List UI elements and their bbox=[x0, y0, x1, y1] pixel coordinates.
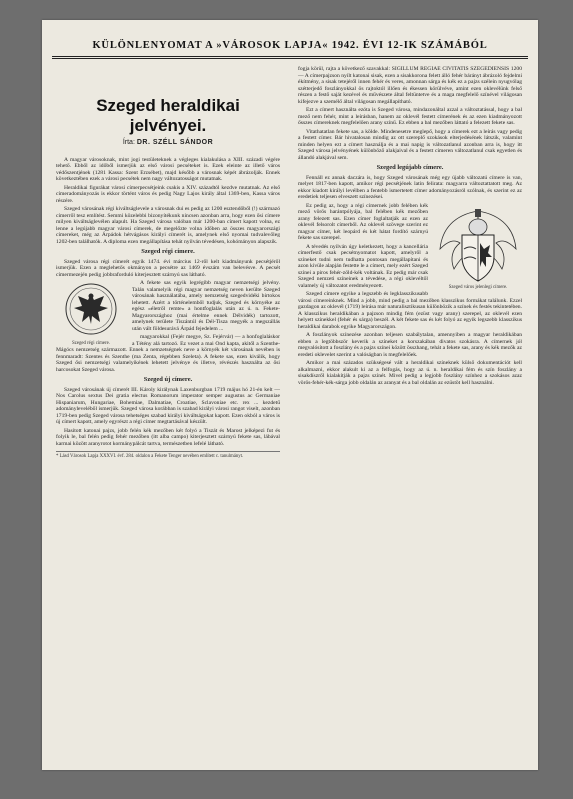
document-page bbox=[42, 20, 538, 770]
section-heading: Szeged legújabb címere. bbox=[376, 164, 444, 171]
section-heading: Szeged új címere. bbox=[143, 376, 193, 383]
header-rule bbox=[52, 56, 528, 57]
article-author bbox=[56, 140, 280, 147]
figure-caption: Szeged régi címere. bbox=[72, 340, 110, 346]
paragraph: Szeged városának új címerét III. Károly királynak Laxenburgban 1719 május hó 21-én kelt — Nos Carolus sextus Dei gratia electus Romanorum imperator semper augustus ac Germaniae Hispaniarum, Hungariae, Bohemiae, Dalmatiae, Croatiae, Sclavoniae etc. rex ... kezdetű adományleveléből ismerjük. Szeged városa korábban is szabad királyi városi rangot viselt, azonban 1719-ben pedig Szeged városa tehetséges szabad királyi kiváltságokat kapott. Ezen okból a város is új címert kapott, amely egyrészt a régi címer megtartásával készült. bbox=[56, 386, 280, 425]
author-name: DR. SZÉLL SÁNDOR bbox=[136, 139, 214, 146]
coat-of-arms-icon bbox=[434, 205, 522, 283]
paragraph: Szeged városa régi címerét egyik 1474. évi március 12-ről kelt kiadmányunk pecsétjéről ismerjük. Ezen a meglehetős okmányon a pecsétre az 1469 évszám van belevésve. A pecsét címermezején pedig jobbraforduló kiterjesztett szárnyú sas látható. bbox=[56, 258, 280, 278]
header-rule-double bbox=[52, 58, 528, 59]
paragraph: Szeged címere egyike a legszebb és legklasszikusabb városi címereinknek. Mind a jobb, mind pedig a bal mezőben klasszikus formákat találunk. Ezzel gazdagon az oklevél (1719) leírása már naturalisztikusan különbözik a színek és festés tekintetében. A klasszikus heraldikában a pajzson mindig fém (ezüst vagy arany) szerepel, az oklevél ezen helyett színekkel (fehér és sárga) beszél. A két fekete sas és két folyó az egyik legszebb klasszikus heraldikai darabok egyike Magyarországon. bbox=[298, 291, 522, 330]
author-prefix: Írta: bbox=[122, 139, 135, 146]
right-column bbox=[298, 66, 522, 388]
paragraph: A foszlányok színezése azonban teljesen szabálytalan, amennyiben a magyar heraldikában ebben a legtöbbször keverik a színeket a korszakában divatos szokásra. A címernek jól megvalósított a foszlány és a pajzs színei között összhang, tehát a fekete sas, arany és kék mezők az eredeti oklevelet szerint a valóságban is megfelelőek. bbox=[298, 332, 522, 358]
offprint-header: KÜLÖNLENYOMAT A »VÁROSOK LAPJA« 1942. ÉVI 12-IK SZÁMÁBÓL bbox=[92, 40, 488, 51]
footnote: * Lásd Városok Lapja XXXVI. évf. 284. oldalon a Fekete Tenger nevében említett c. tanulmányt. bbox=[56, 451, 280, 461]
paragraph: fogja körül, rajta a következő szavakkal: SIGILLUM REGIAE CIVITATIS SZEGEDIENSIS 1200 — A címerpajzson nyílt katonai sisak, ezen a sisakkorona felett álló fehér bárányt ábrázoló fejdelmi ékítmény, a sisak tetejéről innen fehér és veres, amonnan sárga és kék ez a pajzs szélein nyugvólag szétterjedő foszlányokkal ös rajtoktól illően és ékessen körülvéve, amint ezen oklevélünk felső részen a festő saját kezével és művészete által feltüntetve és a maga megfelelő színével világosan kifejezve a személő által világosan megállapítható. bbox=[298, 66, 522, 105]
paragraph: Hasított katonai pajzs, jobb felén kék mezőben két folyó a Tiszát és Marost jelképezi fut és folyik le, bal felén pedig fehér mezőben (itt alba campo) kiterjesztett szárnyú fekete sas, lábával karmai között aranyrotot kormánypálcát tartva, természetben lefelé látható. bbox=[56, 427, 280, 447]
paragraph: Vitathatatlan fekete sas, a kölde. Mindenesetre meglepő, hogy a címerek ezt a leírás vagy pedig a festett címer. Bár hivatalosan mindig az ott szereplő szokások elterjedésének látszik, valamint minden helyen ezt a címert használja és a mai napig is változatlanul azonban arra is, hogy itt Szeged városa jelvényének különböző alakjaival és a festett címeren változatlanul csak egyetlen és állandó alakjával sem. bbox=[298, 128, 522, 161]
paragraph: Ezt a címert használta ezóta is Szeged városa, mindazonáltal azzal a változtatással, hogy a bal mező nem fehér, mint a leírásban, hanem az oklevél festett címerének és az ezen kiadmányozott ősszes címereknek megfelelően arany színű. Ez ebben a bal mezőben láttató a felezett fekete sas. bbox=[298, 107, 522, 126]
paragraph: A fekete sas egyik legrégibb magyar nemzetségi jelvény. Talán valamelyik régi magyar nemzetség neven kerülte Szeged városának használatába, amely nemzetség szegedvidéki birtokos lehetett. Azért a történelemből tudjuk, Szeged és környéke az egész »életről remte« a hontfoglalás után az ú. n. Fekete-Magyarországhoz (mai értelme ennek Délvidék) tartozott, amelynek területe Tiszántúl és Dél-Tisza megyék a megszállás után vált földesurává Árpád fejedelem ... bbox=[132, 280, 280, 332]
eagle-crest-icon bbox=[56, 282, 126, 338]
paragraph: Ez pedig az, hogy a régi címernek jobb felében kék mező vörös harántpólyája, bal felében kék mezőben arany felezett sas. Ezen címer foglaltatják az ezen az oklevél felsorolt címerből. Az oklevél szövege szerint ez magyar címer, két leopárd és két hátat fordító szárnyú fekete sas szerepel. bbox=[298, 202, 428, 241]
paragraph: A magyar városoknak, mint jogi testületeknek a végleges kialakulása a XIII. századi végére tehető. Ebből az időből ismerjük az első városi pecséteket is. Ezek eleinte az illető város védőszentjének (1281 Kassa: Szent Erzsébet), majd később a városnak képét ábrázolják. Ennek következtében ezek a városi pecsétek nem nagy változatosságot mutatnak. bbox=[56, 156, 280, 182]
paragraph: A tévedés nyilván úgy keletkezett, hogy a kancellária címerfestő csak pecsétnyomatot kapott, amelyről a színeket tudni nem tudhatta pontosan megállapítani és azon kívüle alapján festette le a címert, mely ezért Szeged színei a piros fehér-zöld-kék voltának. Ez pedig már csak Szeged nemzeti színeinek a tévedése, a régi oklevéltől valamely új változatot eredményezett. bbox=[298, 243, 428, 289]
paragraph: Amikor a mai százados szükségesé vált a heraldikai színeknek külső dokumentációt kell alkalmazni, ekkor alakult ki az a felfogás, hogy az ú. n. heraldikai fém és szín foszlány a sisakdíszről kialakítják a pajzs színét. Mivel pedig a legjobb foszlány színhez a szokásos azaz vörös-fehér-kék-sárga jobb oldalán az aranyat és a bal oldalán az ezüstöt kell használni. bbox=[298, 360, 522, 386]
section-heading: Szeged régi címere. bbox=[141, 248, 195, 255]
paragraph: Fennáll ez annak daczára is, hogy Szeged városának még egy újabb változatú címere is van, melyet 1817-ben kapott, amikor régi pecsétjének latin felirata: magyarra változtattatott meg. Az ekkor kiadott királyi levélben a fentebb ismertetett címer adományozásról szólnak, és szerint ez az eredetiek teljesen elveszett színezései. bbox=[298, 174, 522, 200]
article-title: Szeged heraldikai jelvényei. bbox=[96, 96, 240, 135]
current-coat-of-arms-figure bbox=[434, 205, 522, 291]
paragraph: Heraldikai figurákat városi címerpecsétjeink csakis a XIV. századtól kezdve mutatnak. Az első címeradományozás is ekkor történt város és pedig Nagy Lajos király által 1369-ben, Kassa város részére. bbox=[56, 184, 280, 204]
left-column bbox=[56, 66, 280, 461]
old-coat-of-arms-figure bbox=[56, 282, 126, 344]
paragraph: Szeged városának régi kiváltságlevele a városnak dui es pedig az 1200 esztendőből (!) származó címerről tesz említést. Semmi közelebbi bizonyítékunk nincsen azonban arra, hogy ezen ősi címere milyen kiváltságlevélen alapult. Ha Szeged városa valóban már 1200-ban címert kapott volna, ez lenne a legújabb magyar városi címerek, de megelőzte volna időben az összes magyarországi címereket, még az Árpádok hétvágásos királyi címerét is, amelynek első nyomai tudvalevőleg 1202-ben találhatók. A diploma ezen megállapítása tehát nyilván tévedésen, kohómányon alapszik. bbox=[56, 206, 280, 245]
figure-caption: Szeged város jelenlegi címere. bbox=[448, 285, 508, 290]
paragraph: magyarokkal (Fejér megye, Sz. Fejérvár) — a honfoglaláskor a Tétény alá tartozó. Ez vezet a mai Ond kapta, akitől a Szenthe-Mágócs nemzetség származott. Ennek a nemzetségnek neve a környék két városának nevében is fennmaradt: Szentes és Szenthe (ma Zenta, régebben Szeleta). A fekete sas, ezen kiválik, hogy Szeged ősi nemzetségi valamelyikének lehetett jelvénye és illetve, révészés használta az ősi harcosokat Szeged városa. bbox=[56, 334, 280, 373]
